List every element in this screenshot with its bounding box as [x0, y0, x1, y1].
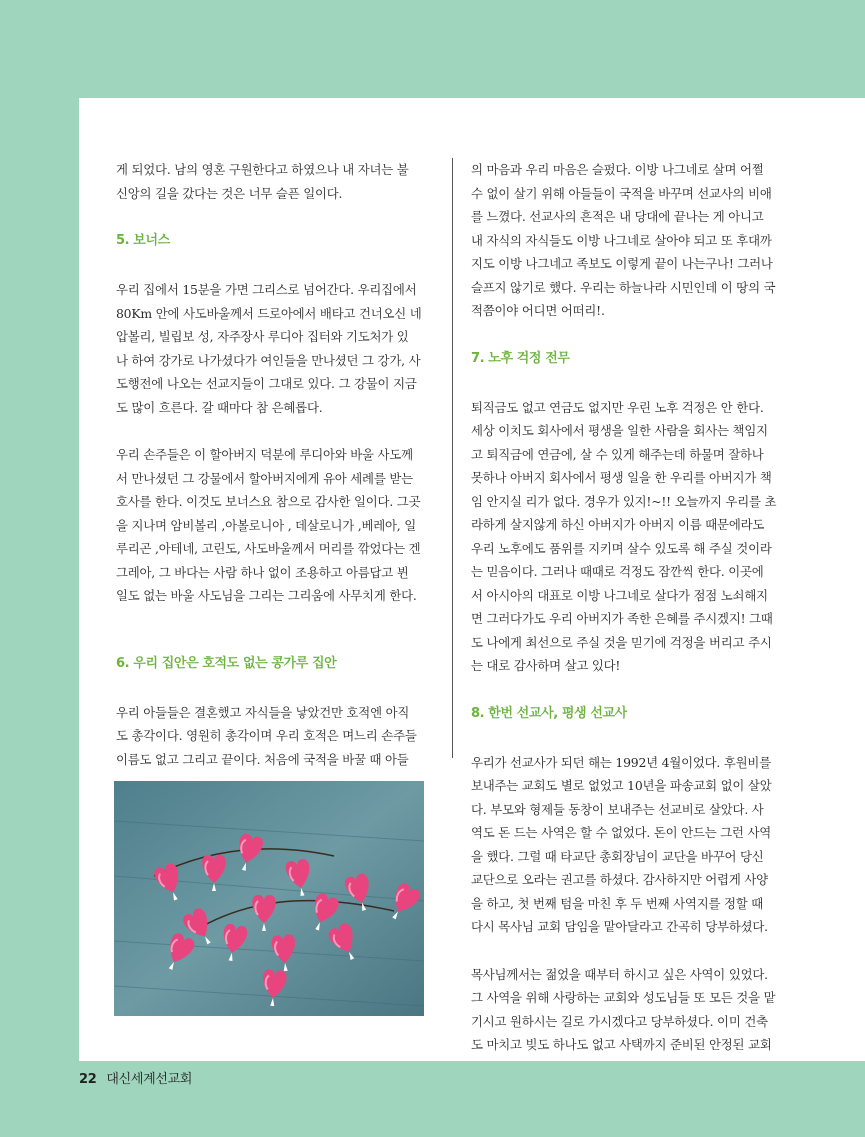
section-heading-5: 5. 보너스 [116, 233, 170, 248]
left-column [116, 158, 433, 771]
flower-photo [114, 781, 424, 1016]
paragraph: 게 되었다. 남의 영혼 구원한다고 하였으나 내 자녀는 불 신앙의 길을 갔다는 것은 너무 슬픈 일이다. [116, 162, 409, 201]
column-divider [452, 158, 453, 758]
paragraph: 목사님께서는 젊었을 때부터 하시고 싶은 사역이 있었다. 그 사역을 위해 사랑하는 교회와 성도님들 또 모든 것을 맡 기시고 원하시는 길로 가시겠다고 당부하셨다. 이미 건축 도 마치고 빚도 하나도 없고 사택까지 준비된 안정된 교회 [471, 966, 776, 1052]
page-footer [79, 1068, 192, 1087]
page-number: 22 [79, 1072, 97, 1087]
page [79, 98, 865, 1061]
paragraph: 우리 아들들은 결혼했고 자식들을 낳았건만 호적엔 아직 도 총각이다. 영원히 총각이며 우리 호적은 며느리 손주들 이름도 없고 그리고 끝이다. 처음에 국적을 바꿀 때 아들 [116, 704, 417, 767]
paragraph: 우리 집에서 15분을 가면 그리스로 넘어간다. 우리집에서 80Km 안에 사도바울께서 드로아에서 배타고 건너오신 네 압볼리, 빌립보 성, 자주장사 루디아 집터와 기도처가 있 나 하여 강가로 나가셨다가 여인들을 만나셨던 그 강가, 사 도행전에 나오는 선교지들이 그대로 있다. 그 강물이 지금 도 많이 흐른다. 갈 때마다 참 은혜롭다. [116, 282, 422, 415]
paragraph: 의 마음과 우리 마음은 슬펐다. 이방 나그네로 살며 어쩔 수 없이 살기 위해 아들들이 국적을 바꾸며 선교사의 비애 를 느꼈다. 선교사의 흔적은 내 당대에 끝나는 게 아니고 내 자식의 자식들도 이방 나그네로 살아야 되고 또 후대까 지도 이방 나그네고 족보도 이렇게 끝이 나는구나! 그러나 슬프지 않기로 했다. 우리는 하늘나라 시민인데 이 땅의 국 적쯤이야 어디면 어떠리!. [471, 162, 776, 318]
right-column [471, 158, 788, 1057]
paragraph: 우리 손주들은 이 할아버지 덕분에 루디아와 바울 사도께 서 만나셨던 그 강물에서 할아버지에게 유아 세례를 받는 호사를 한다. 이것도 보너스요 참으로 감사한 일이다. 그곳 을 지나며 암비볼리 ,아볼로니아 , 데살로니가 ,베레아, 일 루리곤 ,아테네, 고린도, 사도바울께서 머리를 깎었다는 겐 그레아, 그 바다는 사람 하나 없이 조용하고 아름답고 뷘 일도 없는 바울 사도님을 그리는 그리움에 사무치게 한다. [116, 447, 421, 603]
section-heading-8: 8. 한번 선교사, 평생 선교사 [471, 705, 627, 721]
paragraph: 우리가 선교사가 되던 해는 1992년 4월이었다. 후원비를 보내주는 교회도 별로 없었고 10년을 파송교회 없이 살았 다. 부모와 형제들 동창이 보내주는 선교비로 살았다. 사 역도 돈 드는 사역은 할 수 없었다. 돈이 안드는 그런 사역 을 했다. 그럴 때 타교단 총회장님이 교단을 바꾸어 당신 교단으로 오라는 권고를 하셨다. 감사하지만 어렵게 사양 을 하고, 첫 번째 텀을 마친 후 두 번째 사역지를 정할 때 다시 목사님 교회 담임을 맡아달라고 간곡히 당부하셨다. [471, 754, 772, 934]
section-heading-6: 6. 우리 집안은 호적도 없는 콩가루 집안 [116, 655, 337, 671]
publication-name: 대신세계선교회 [106, 1072, 193, 1087]
section-heading-7: 7. 노후 걱정 전무 [471, 350, 570, 366]
paragraph: 퇴직금도 없고 연금도 없지만 우린 노후 걱정은 안 한다. 세상 이치도 회사에서 평생을 일한 사람을 회사는 책임지 고 퇴직금에 연금에, 살 수 있게 해주는데 하물며 잘하나 못하나 아버지 회사에서 평생 일을 한 우리를 아버지가 책 임 안지실 리가 없다. 경우가 있지!~!! 오늘까지 우리를 초 라하게 살지않게 하신 아버지가 아버지 이름 때문에라도 우리 노후에도 품위를 지키며 살수 있도록 해 주실 것이라 는 믿음이다. 그러나 때때로 걱정도 잠깐씩 한다. 이곳에 서 아시아의 대표로 이방 나그네로 살다가 점점 노쇠해지 면 그러다가도 우리 아버지가 족한 은혜를 주시겠지! 그때 도 나에게 최선으로 주실 것을 믿기에 걱정을 버리고 주시 는 대로 감사하며 살고 있다! [471, 399, 777, 673]
